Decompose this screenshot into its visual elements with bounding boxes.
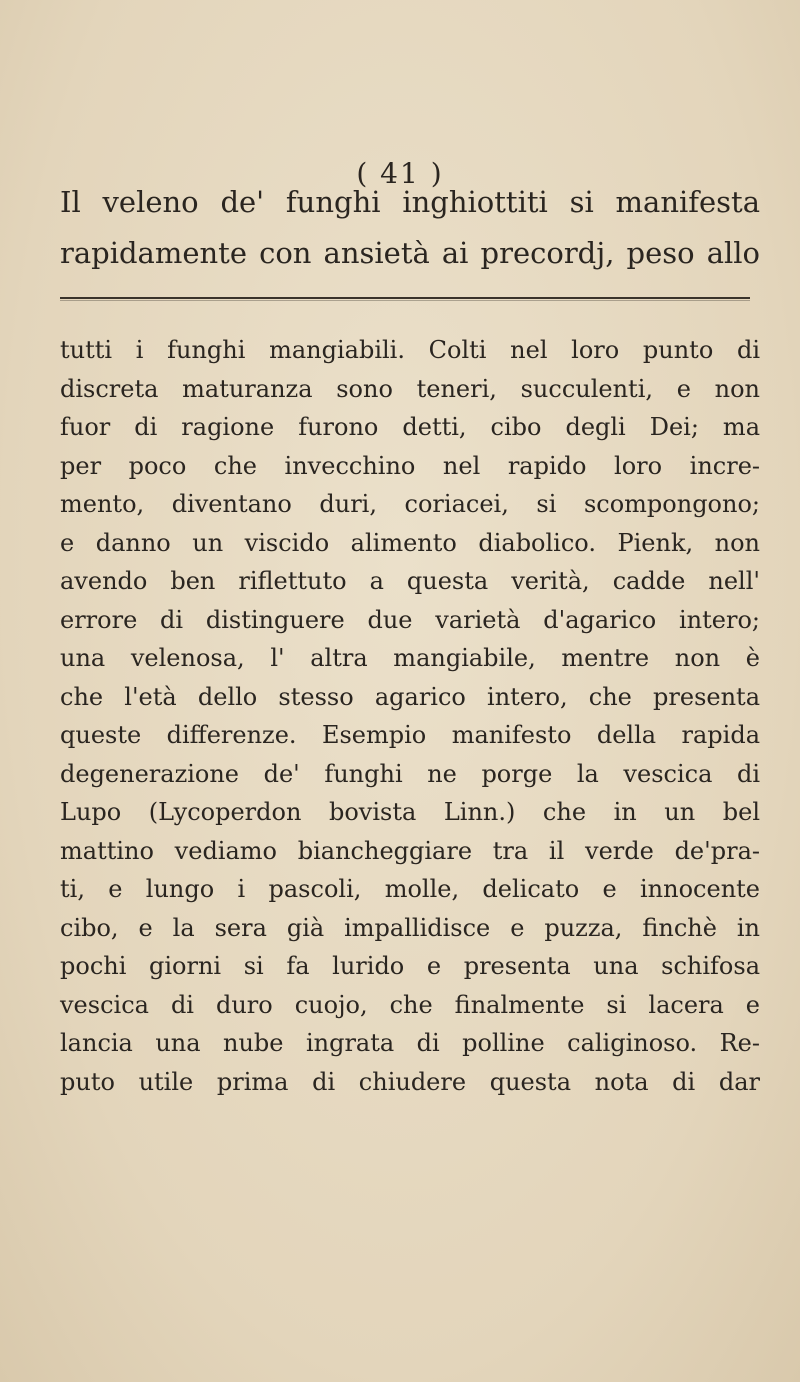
body-line: pochi giorni si fa lurido e presenta una schifosa <box>60 952 760 980</box>
header-line: Il veleno de' funghi inghiottiti si manifesta <box>60 185 760 219</box>
body-line: discreta maturanza sono teneri, succulenti, e non <box>60 375 760 403</box>
body-line: cibo, e la sera già impallidisce e puzza, finchè in <box>60 914 760 942</box>
section-divider <box>60 297 750 299</box>
body-line: che l'età dello stesso agarico intero, che presenta <box>60 683 760 711</box>
body-line: avendo ben riflettuto a questa verità, cadde nell' <box>60 567 760 595</box>
body-line: queste differenze. Esempio manifesto della rapida <box>60 721 760 749</box>
body-line: mattino vediamo biancheggiare tra il verde de'pra- <box>60 837 760 865</box>
body-line: vescica di duro cuojo, che finalmente si lacera e <box>60 991 760 1019</box>
header-line: rapidamente con ansietà ai precordj, peso allo <box>60 236 760 270</box>
body-line: lancia una nube ingrata di polline caliginoso. Re- <box>60 1029 760 1057</box>
section-divider-shadow <box>60 300 750 301</box>
body-line: una velenosa, l' altra mangiabile, mentre non è <box>60 644 760 672</box>
body-line: Lupo (Lycoperdon bovista Linn.) che in un bel <box>60 798 760 826</box>
body-line: per poco che invecchino nel rapido loro incre- <box>60 452 760 480</box>
body-line: errore di distinguere due varietà d'agarico intero; <box>60 606 760 634</box>
body-line: fuor di ragione furono detti, cibo degli Dei; ma <box>60 413 760 441</box>
body-line: e danno un viscido alimento diabolico. Pienk, non <box>60 529 760 557</box>
body-line: mento, diventano duri, coriacei, si scompongono; <box>60 490 760 518</box>
body-line: puto utile prima di chiudere questa nota di dar <box>60 1068 760 1096</box>
body-line: degenerazione de' funghi ne porge la vescica di <box>60 760 760 788</box>
body-line: tutti i funghi mangiabili. Colti nel loro punto di <box>60 336 760 364</box>
page-number: ( 41 ) <box>356 157 444 190</box>
body-line: ti, e lungo i pascoli, molle, delicato e innocente <box>60 875 760 903</box>
